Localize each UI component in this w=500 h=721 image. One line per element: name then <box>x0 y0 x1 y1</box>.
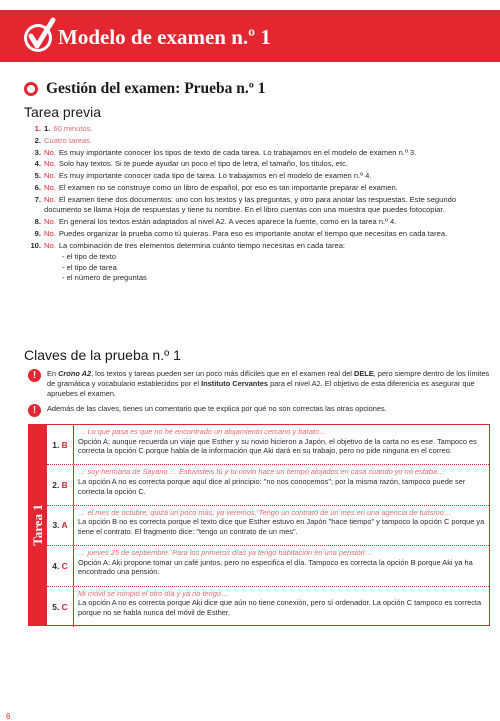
table-row <box>47 587 489 627</box>
section-title: Gestión del examen: Prueba n.º 1 <box>46 80 266 97</box>
question-key <box>47 480 73 490</box>
answer-text: En general los textos están adaptados al nivel A2. A veces aparece la fuente, como en la tarea n.º 4. <box>58 216 397 226</box>
answer-number: 8. <box>34 216 41 226</box>
criteria-item: - el tipo de texto <box>62 252 117 262</box>
answer-body <box>44 217 490 227</box>
explanation-text: Opción A: aunque recuerda un viaje que Esther y su novio hicieron a Japón, el objetivo de la carta no es ese. Tampoco es correcta la opción C porque habla de la información que Aki dará en su trabajo, pero no pide ninguna en el correo. <box>78 436 477 456</box>
criteria-item: - el tipo de tarea <box>62 262 117 272</box>
answer-body <box>44 124 490 134</box>
answers-list <box>28 124 490 284</box>
answer-item <box>28 159 490 169</box>
correct-option: A <box>61 520 68 531</box>
answer-item <box>28 241 490 251</box>
criteria-list <box>62 252 490 283</box>
answer-item <box>28 136 490 146</box>
answer-label: No. <box>44 147 56 157</box>
answer-text: El examen no se construye como un libro de español, por eso es tan importante preparar el examen. <box>58 182 398 192</box>
answer-number: 4. <box>34 159 41 169</box>
table-row <box>47 546 489 586</box>
question-key <box>47 602 73 612</box>
section-heading <box>24 80 266 98</box>
correct-option: C <box>61 560 68 571</box>
answer-number: 2. <box>34 135 41 145</box>
page-title: Modelo de examen n.º 1 <box>58 25 271 49</box>
answer-text: Cuatro tareas. <box>44 135 93 145</box>
explanation <box>73 587 489 627</box>
answer-label: No. <box>44 182 56 192</box>
answer-text: 60 minutos. <box>53 124 93 133</box>
explanation <box>73 425 489 464</box>
answer-text: Es muy importante conocer los tipos de texto de cada tarea. Lo trabajamos en el modelo de examen n.º 3. <box>58 147 417 157</box>
question-number: 1. <box>52 439 60 450</box>
table-row <box>47 465 489 505</box>
question-key <box>47 440 73 450</box>
question-number: 2. <box>52 480 60 491</box>
answer-text: Solo hay textos. Si te puede ayudar un poco el tipo de letra, el tamaño, los títulos, etc. <box>58 159 348 169</box>
note-claves <box>28 404 490 417</box>
answer-label: No. <box>44 228 56 238</box>
warning-icon: ! <box>28 369 41 382</box>
question-number: 5. <box>52 601 60 612</box>
answer-body <box>44 171 490 181</box>
tarea-tab <box>29 425 47 625</box>
answer-text: Es muy importante conocer cada tipo de tarea. Lo trabajamos en el modelo de examen n.º 4. <box>58 171 372 181</box>
warning-icon: ! <box>28 404 41 417</box>
answer-number: 6. <box>34 182 41 192</box>
correct-option: C <box>61 601 68 612</box>
header-banner <box>0 10 500 62</box>
answer-body <box>44 229 490 239</box>
answer-label: No. <box>44 171 56 181</box>
answer-item <box>28 217 490 227</box>
answer-item <box>28 183 490 193</box>
correct-option: B <box>61 480 68 491</box>
answer-key-table <box>28 424 490 626</box>
note-crono <box>28 369 490 399</box>
table-row <box>47 506 489 546</box>
question-number: 3. <box>52 520 60 531</box>
tarea-tab-label: Tarea 1 <box>30 504 45 546</box>
text-quote: … jueves 25 de septiembre. Para los primeros días ya tengo habitación en una pensión… <box>78 548 373 558</box>
checkmark-badge-icon <box>22 14 56 58</box>
answer-item <box>28 124 490 134</box>
answer-body <box>44 159 490 169</box>
answer-number: 7. <box>34 194 41 204</box>
question-key <box>47 561 73 571</box>
answer-body <box>44 241 490 251</box>
correct-option: B <box>61 439 68 450</box>
table-row <box>47 425 489 465</box>
answer-number: 1. <box>34 124 41 133</box>
note-claves-text: Además de las claves, tienes un comentario que te explica por qué no son correctas las otras opciones. <box>47 404 387 413</box>
page-number: 6 <box>6 712 11 721</box>
explanation-text: La opción A no es correcta porque Aki dice que aún no tiene conexión, pero sí ordenador. La opción C tampoco es correcta porque no se habla nunca del móvil de Esther. <box>78 598 482 617</box>
ring-bullet-icon <box>24 82 38 96</box>
explanation <box>73 546 489 585</box>
question-key <box>47 520 73 530</box>
answer-body <box>44 195 490 216</box>
tarea-previa-title: Tarea previa <box>24 104 102 120</box>
answer-key-rows <box>47 425 489 625</box>
answer-number: 10. <box>30 240 41 250</box>
criteria-item: - el número de preguntas <box>62 273 147 283</box>
answer-item <box>28 195 490 216</box>
text-quote: Mi móvil se rompió el otro día y ya no tengo… <box>78 588 229 598</box>
answer-body <box>44 136 490 146</box>
answer-item <box>28 171 490 181</box>
answer-label: No. <box>44 194 56 204</box>
note-crono-text: En Crono A2, los textos y tareas pueden ser un poco más difíciles que en el examen real del DELE, pero siempre dentro de los límites de gramática y vocabulario establecidos por el Instituto Cervantes para el nivel A2. El objetivo de esta diferencia es asegurar que apruebes el examen. <box>47 369 490 398</box>
answer-label: No. <box>44 159 56 169</box>
claves-title: Claves de la prueba n.º 1 <box>24 347 181 363</box>
answer-item <box>28 148 490 158</box>
text-quote: … el mes de octubre, quizá un poco más, ya veremos. Tengo un contrato de un mes en una agencia de turismo… <box>78 507 452 517</box>
text-quote: … Lo que pasa es que no he encontrado un alojamiento cercano y barato… <box>78 427 327 436</box>
explanation-text: La opción A no es correcta porque aquí dice al principio: "no nos conocemos"; por la misma razón, tampoco puede ser correcta la opción C. <box>78 476 466 496</box>
answer-text: Puedes organizar la prueba como tú quieras. Para eso es importante anotar el tiempo que necesitas en cada tarea. <box>58 228 448 238</box>
explanation <box>73 465 489 504</box>
answer-body <box>44 183 490 193</box>
answer-text: El examen tiene dos documentos: uno con los textos y las preguntas, y otro para anotar las respuestas. Este segundo documento se llama Hoja de respuestas y tiene tu nombre. En el libro cuentas con una muestra que puedes fotocopiar. <box>44 194 457 215</box>
text-quote: … soy hermana de Sayano … Estuvisteis tú y tu novio hace un tiempo alojados en casa cuando yo no estaba… <box>78 467 445 477</box>
explanation <box>73 506 489 545</box>
answer-number: 5. <box>34 171 41 181</box>
explanation-text: Opción A: Aki propone tomar un café juntos, pero no especifica el día. Tampoco es correcta la opción B porque Aki ya ha encontrado una pensión. <box>78 557 473 577</box>
answer-number: 3. <box>34 147 41 157</box>
answer-body <box>44 148 490 158</box>
answer-text: La combinación de tres elementos determina cuánto tiempo necesitas en cada tarea: <box>58 240 346 250</box>
question-number: 4. <box>52 560 60 571</box>
answer-number: 9. <box>34 228 41 238</box>
answer-item <box>28 229 490 239</box>
answer-subnumber: 1. <box>44 124 51 133</box>
answer-label: No. <box>44 240 56 250</box>
answer-label: No. <box>44 216 56 226</box>
explanation-text: La opción B no es correcta porque el texto dice que Esther estuvo en Japón "hace tiempo" y tampoco la opción C porque ya tiene el contrato. El fragmento dice: "tengo un contrato de un mes". <box>78 517 485 536</box>
